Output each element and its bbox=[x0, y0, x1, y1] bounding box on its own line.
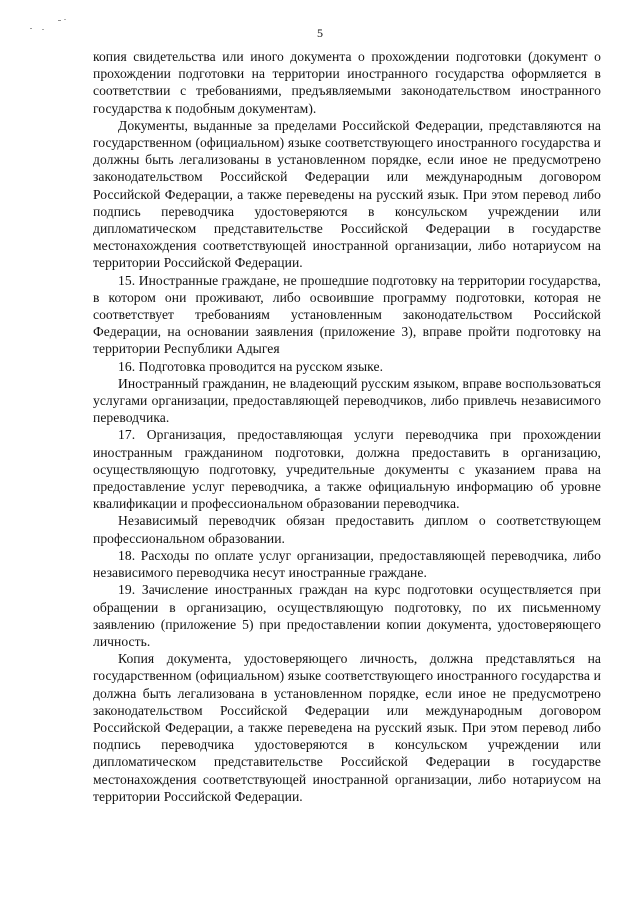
paragraph: Иностранный гражданин, не владеющий русским языком, вправе воспользоваться услугами организации, предоставляющей переводчиков, либо привлечь независимого переводчика. bbox=[93, 375, 601, 426]
page-number: 5 bbox=[317, 26, 323, 40]
paragraph: Копия документа, удостоверяющего личность, должна представляться на государственном (официальном) языке соответствующего иностранного государства и должна быть легализована в установленном порядке, если иное не предусмотрено законодательством Российской Федерации или международным договором Российской Федерации, а также переведена на русский язык. При этом перевод либо подпись переводчика удостоверяются в консульском учреждении или дипломатическом представительстве Российской Федерации в государстве местонахождения соответствующей иностранной организации, либо нотариусом на территории Российской Федерации. bbox=[93, 651, 601, 804]
paragraph: 15. Иностранные граждане, не прошедшие подготовку на территории государства, в котором они проживают, либо освоившие программу подготовки, которая не соответствует требованиям установленным законодательством Российской Федерации, на основании заявления (приложение 3), вправе пройти подготовку на территории Республики Адыгея bbox=[93, 272, 601, 357]
paragraph: 16. Подготовка проводится на русском языке. bbox=[118, 358, 384, 374]
paragraph: 19. Зачисление иностранных граждан на курс подготовки осуществляется при обращении в организацию, осуществляющую подготовку, по их письменному заявлению (приложение 5) при предоставлении копии документа, удостоверяющего личность. bbox=[93, 582, 601, 649]
paragraph: Документы, выданные за пределами Российской Федерации, представляются на государственном (официальном) языке соответствующего иностранного государства и должны быть легализованы в установленном порядке, если иное не предусмотрено законодательством Российской Федерации или международным договором Российской Федерации, а также переведены на русский язык. При этом перевод либо подпись переводчика удостоверяются в консульском учреждении или дипломатическом представительстве Российской Федерации в государстве местонахождения соответствующей иностранной организации, либо нотариусом на территории Российской Федерации. bbox=[93, 117, 601, 271]
paragraph: 18. Расходы по оплате услуг организации, предоставляющей переводчика, либо независимого переводчика несут иностранные граждане. bbox=[93, 547, 601, 581]
paragraph: Независимый переводчик обязан предоставить диплом о соответствующем профессиональном образовании. bbox=[93, 513, 601, 546]
paragraph: 17. Организация, предоставляющая услуги переводчика при прохождении иностранным гражданином подготовки, должна предоставить в организацию, осуществляющую подготовку, учредительные документы с указанием права на предоставление услуг переводчика, а также официальную информацию об уровне квалификации и профессиональном образовании переводчика. bbox=[93, 427, 601, 512]
paragraph: копия свидетельства или иного документа о прохождении подготовки (документ о прохождении подготовки на территории иностранного государства оформляется в соответствии с требованиями, предъявляемыми законодательством иностранного государства к подобным документам). bbox=[93, 49, 601, 116]
document-body bbox=[93, 48, 601, 805]
